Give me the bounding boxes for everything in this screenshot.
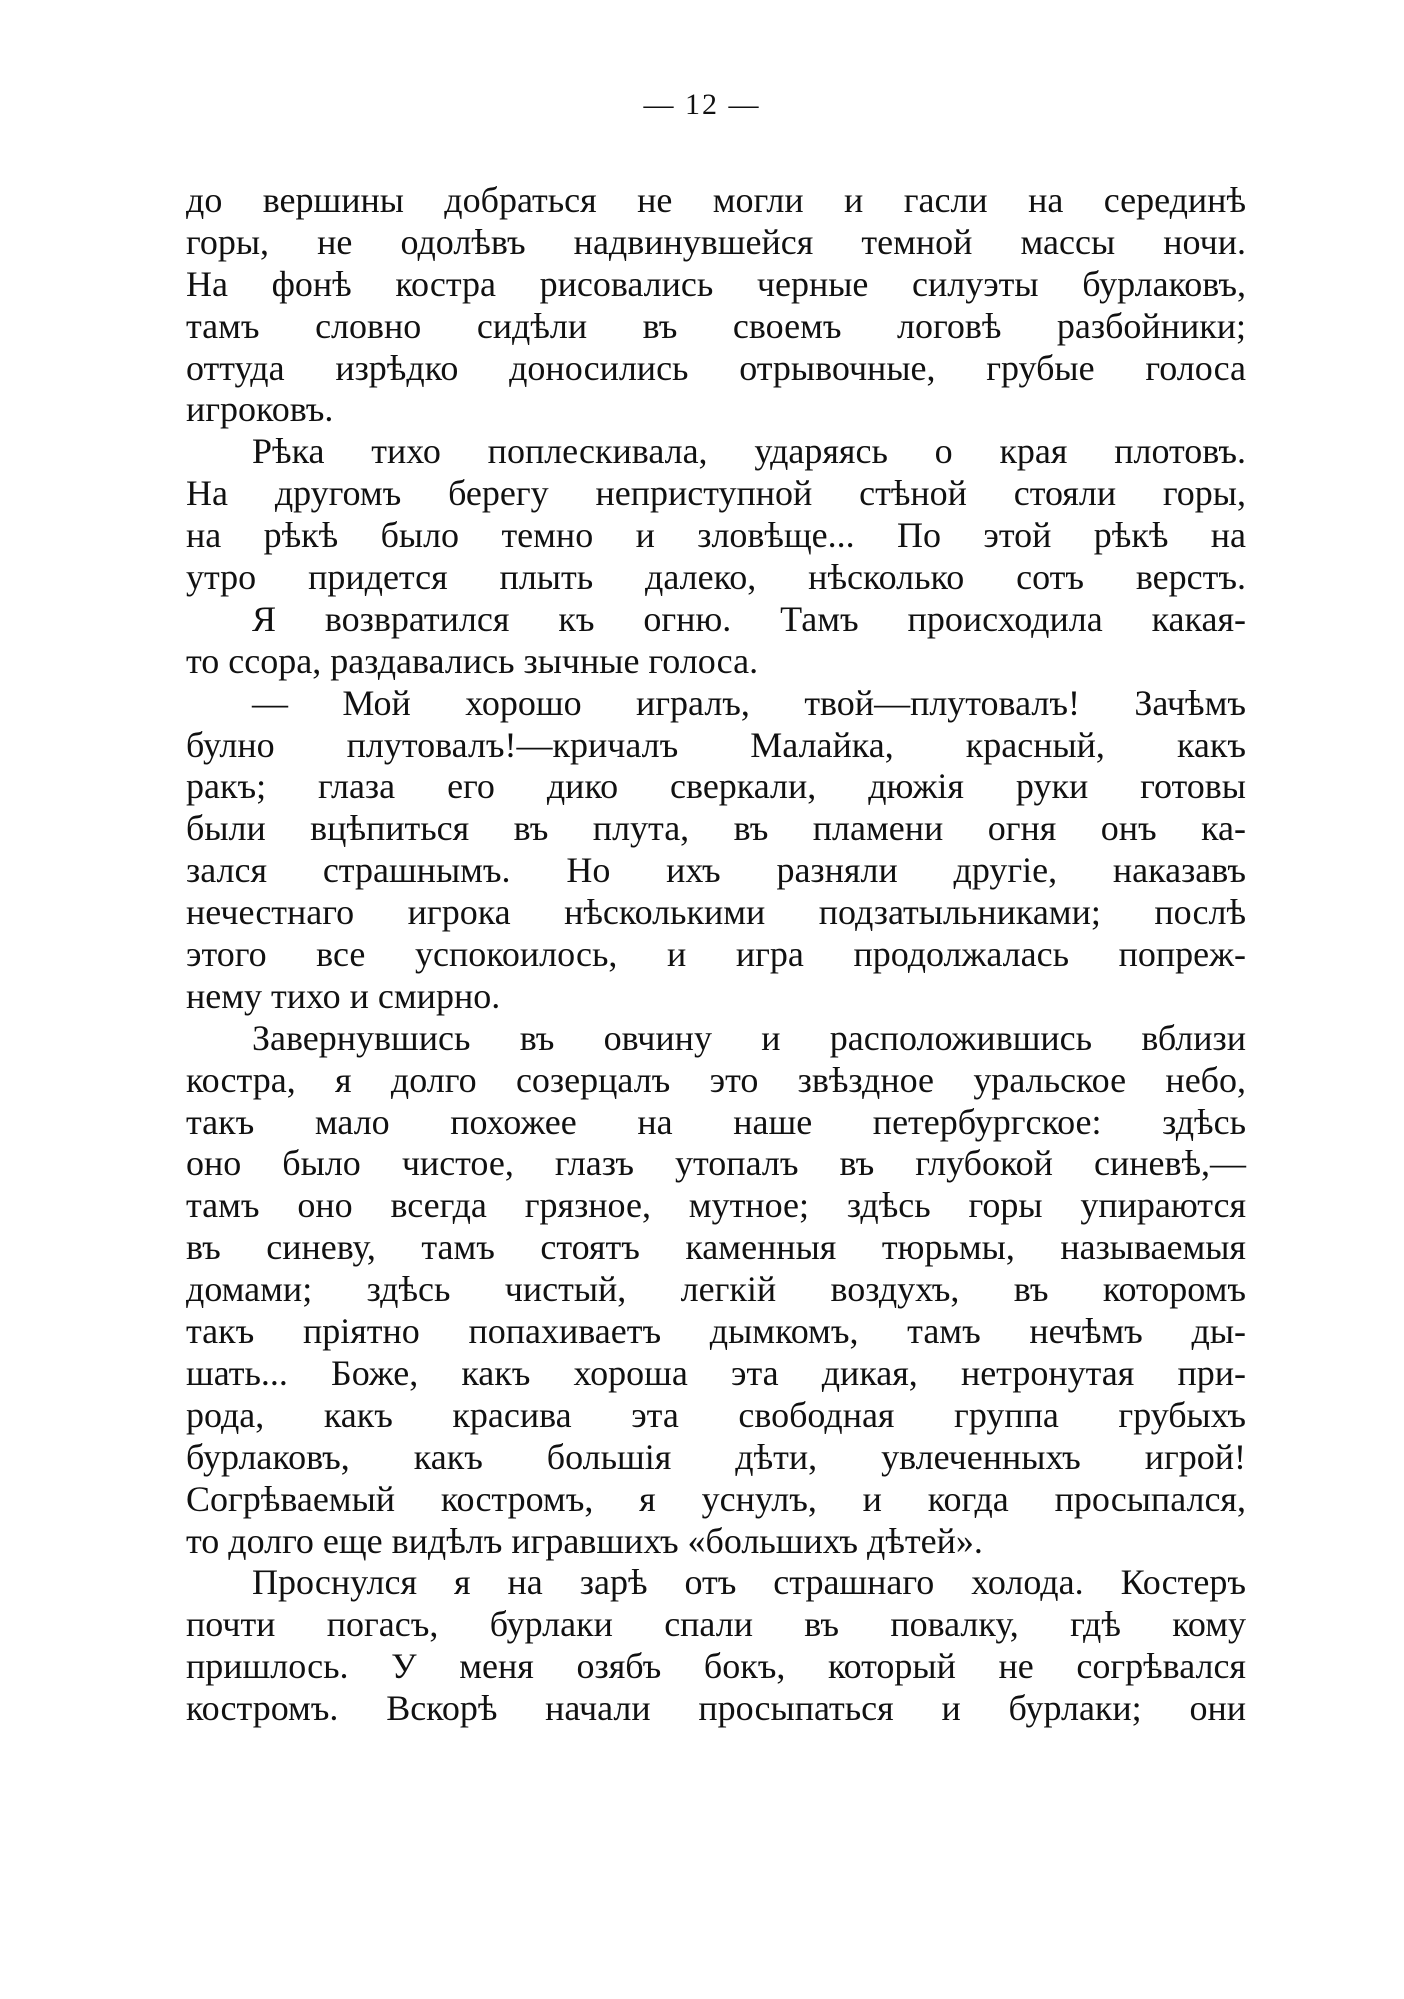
page-number: — 12 —	[643, 88, 761, 121]
text-line: — Мой хорошо игралъ, твой—плутовалъ! Зачѣмъ	[252, 682, 1246, 723]
text-line: до вершины добраться не могли и гасли на серединѣ	[186, 180, 1246, 220]
text-line: На другомъ берегу неприступной стѣной стояли горы,	[186, 473, 1246, 514]
text-line: костромъ. Вскорѣ начали просыпаться и бурлаки; они	[186, 1688, 1246, 1729]
text-line: нечестнаго игрока нѣсколькими подзатыльниками; послѣ	[186, 892, 1246, 933]
text-line: булно плутовалъ!—кричалъ Малайка, красный, какъ	[186, 724, 1246, 765]
text-line: рода, какъ красива эта свободная группа грубыхъ	[186, 1394, 1246, 1435]
text-line: Рѣка тихо поплескивала, ударяясь о края плотовъ.	[252, 431, 1246, 472]
text-line: то долго еще видѣлъ игравшихъ «большихъ дѣтей».	[186, 1520, 983, 1561]
text-line: этого все успокоилось, и игра продолжалась попреж-	[186, 934, 1246, 975]
text-line: игроковъ.	[186, 389, 334, 430]
text-line: оно было чистое, глазъ утопалъ въ глубокой синевѣ,—	[186, 1143, 1246, 1184]
text-line: такъ мало похожее на наше петербургское: здѣсь	[186, 1101, 1246, 1142]
text-line: такъ пріятно попахиваетъ дымкомъ, тамъ нечѣмъ ды-	[186, 1311, 1246, 1352]
text-line: шать... Боже, какъ хороша эта дикая, нетронутая при-	[186, 1352, 1246, 1393]
text-line: на рѣкѣ было темно и зловѣще... По этой рѣкѣ на	[186, 515, 1246, 556]
text-line: то ссора, раздавались зычные голоса.	[186, 640, 759, 681]
text-line: Проснулся я на зарѣ отъ страшнаго холода. Костеръ	[252, 1562, 1246, 1603]
text-line: тамъ оно всегда грязное, мутное; здѣсь горы упираются	[186, 1185, 1246, 1226]
text-line: бурлаковъ, какъ большія дѣти, увлеченныхъ игрой!	[186, 1436, 1246, 1477]
text-line: На фонѣ костра рисовались черные силуэты бурлаковъ,	[186, 263, 1246, 304]
text-line: ракъ; глаза его дико сверкали, дюжія руки готовы	[186, 766, 1246, 807]
text-line: пришлось. У меня озябъ бокъ, который не согрѣвался	[186, 1646, 1246, 1687]
text-line: нему тихо и смирно.	[186, 975, 501, 1016]
text-line: горы, не одолѣвъ надвинувшейся темной массы ночи.	[186, 221, 1246, 262]
text-line: утро придется плыть далеко, нѣсколько сотъ верстъ.	[186, 557, 1246, 598]
text-line: оттуда изрѣдко доносились отрывочные, грубые голоса	[186, 347, 1246, 388]
text-line: Согрѣваемый костромъ, я уснулъ, и когда просыпался,	[186, 1478, 1246, 1519]
text-line: зался страшнымъ. Но ихъ разняли другіе, наказавъ	[186, 850, 1246, 891]
text-line: костра, я долго созерцалъ это звѣздное уральское небо,	[186, 1059, 1246, 1100]
text-line: Завернувшись въ овчину и расположившись вблизи	[252, 1017, 1246, 1058]
text-line: почти погасъ, бурлаки спали въ повалку, гдѣ кому	[186, 1604, 1246, 1645]
text-line: домами; здѣсь чистый, легкій воздухъ, въ которомъ	[186, 1269, 1246, 1310]
text-line: тамъ словно сидѣли въ своемъ логовѣ разбойники;	[186, 305, 1246, 346]
text-line: были вцѣпиться въ плута, въ пламени огня онъ ка-	[186, 808, 1246, 849]
text-line: въ синеву, тамъ стоятъ каменныя тюрьмы, называемыя	[186, 1227, 1246, 1268]
text-line: Я возвратился къ огню. Тамъ происходила какая-	[252, 598, 1246, 639]
body-text	[186, 180, 1246, 1730]
